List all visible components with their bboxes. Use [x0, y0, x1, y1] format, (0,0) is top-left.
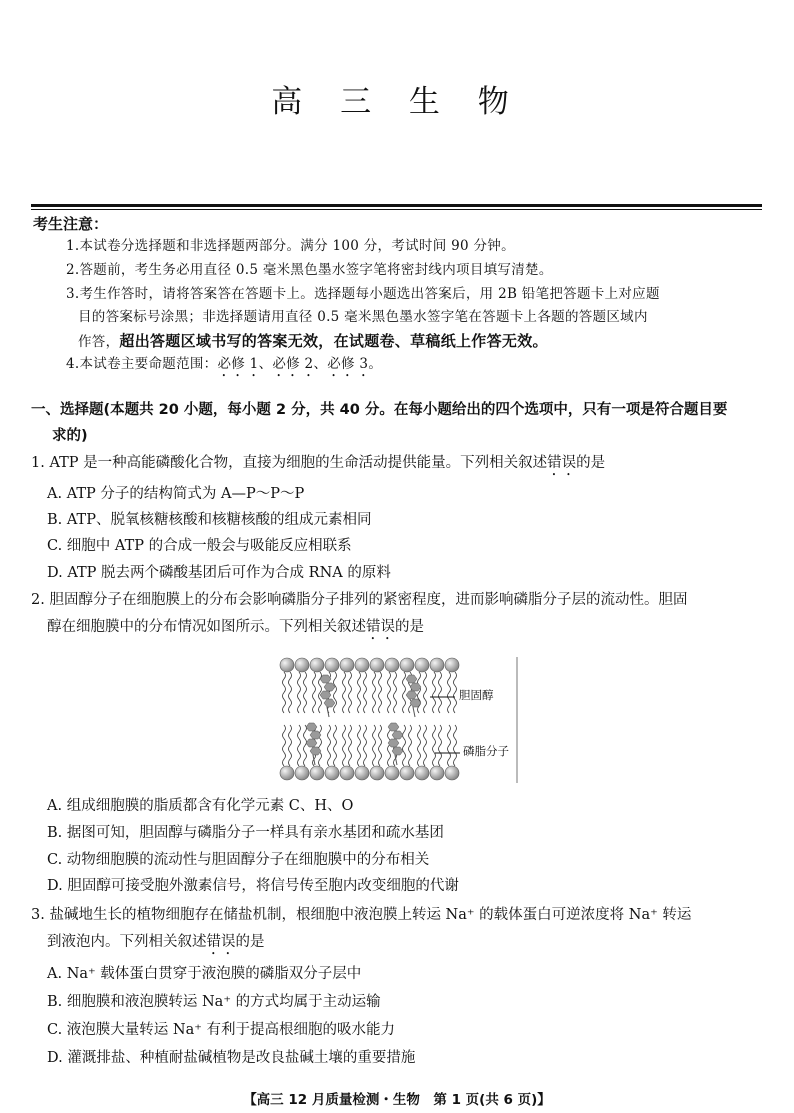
- phospholipid-tails: [283, 672, 457, 766]
- phospholipid-tail: [334, 725, 337, 766]
- phospholipid-head: [325, 766, 339, 780]
- phospholipid-head: [370, 658, 384, 672]
- phospholipid-head: [280, 658, 294, 672]
- phospholipid-head: [385, 766, 399, 780]
- question-1-option-c: C. 细胞中 ATP 的合成一般会与吸能反应相联系: [47, 538, 352, 554]
- phospholipid-tail: [439, 672, 442, 713]
- phospholipid-tail: [283, 672, 286, 713]
- notice-heading: 考生注意：: [33, 215, 109, 233]
- phospholipid-tail: [409, 725, 412, 766]
- phospholipid-tail: [298, 725, 301, 766]
- phospholipid-head: [400, 658, 414, 672]
- phospholipid-tail: [364, 725, 367, 766]
- notice-item-3-prefix: 作答，: [78, 334, 120, 350]
- phospholipid-head: [355, 658, 369, 672]
- phospholipid-tail: [358, 672, 361, 713]
- header-rule-thick: [31, 204, 762, 207]
- question-3-option-a: A. Na⁺ 载体蛋白贯穿于液泡膜的磷脂双分子层中: [47, 966, 362, 982]
- phospholipid-head: [340, 658, 354, 672]
- phospholipid-head: [340, 766, 354, 780]
- question-1-stem-emph: 错误: [547, 455, 577, 471]
- phospholipid-head: [310, 766, 324, 780]
- membrane-diagram: [275, 655, 520, 785]
- phospholipid-tail: [373, 725, 376, 766]
- phospholipid-head: [415, 658, 429, 672]
- phospholipid-tail: [364, 672, 367, 713]
- notice-item-4-emph: 必修 1、必修 2、必修 3: [217, 356, 369, 372]
- notice-item-1: 1.本试卷分选择题和非选择题两部分。满分 100 分，考试时间 90 分钟。: [66, 238, 515, 254]
- phospholipid-tail: [394, 672, 397, 713]
- phospholipid-tail: [319, 725, 322, 766]
- phospholipid-tail: [298, 672, 301, 713]
- phospholipid-tail: [424, 672, 427, 713]
- question-3-option-c: C. 液泡膜大量转运 Na⁺ 有利于提高根细胞的吸水能力: [47, 1022, 395, 1038]
- phospholipid-head: [445, 658, 459, 672]
- phospholipid-tail: [289, 725, 292, 766]
- phospholipid-tail: [433, 672, 436, 713]
- question-2-stem-suffix: 的是: [395, 619, 424, 635]
- phospholipid-tail: [283, 725, 286, 766]
- cholesterol-molecule: [306, 723, 321, 765]
- notice-item-3-cont: 目的答案标号涂黑；非选择题请用直径 0.5 毫米黑色墨水签字笔在答题卡上各题的答题区域内: [78, 309, 648, 325]
- phospholipid-tail: [343, 672, 346, 713]
- question-3-stem-prefix: 到液泡内。下列相关叙述: [47, 934, 207, 950]
- phospholipid-tail: [454, 672, 457, 713]
- question-1-stem-prefix: 1. ATP 是一种高能磷酸化合物，直接为细胞的生命活动提供能量。下列相关叙述: [31, 455, 548, 471]
- question-3-stem-line1: 3. 盐碱地生长的植物细胞存在储盐机制，根细胞中液泡膜上转运 Na⁺ 的载体蛋白可逆浓度将 Na⁺ 转运: [31, 907, 692, 923]
- question-2-stem-prefix: 醇在细胞膜中的分布情况如图所示。下列相关叙述: [47, 619, 366, 635]
- notice-item-4-suffix: 。: [368, 356, 383, 372]
- notice-item-4-prefix: 4.本试卷主要命题范围：: [66, 356, 218, 372]
- question-2-stem-line2: [47, 617, 424, 643]
- phospholipid-tail: [439, 725, 442, 766]
- phospholipid-tail: [448, 725, 451, 766]
- question-2-option-a: A. 组成细胞膜的脂质都含有化学元素 C、H、O: [47, 798, 354, 814]
- phospholipid-tail: [304, 672, 307, 713]
- phospholipid-tail: [358, 725, 361, 766]
- phospholipid-head: [280, 766, 294, 780]
- question-2-stem-emph: 错误: [366, 619, 395, 635]
- cholesterol-label: 胆固醇: [459, 688, 494, 702]
- phospholipid-tail: [373, 672, 376, 713]
- phospholipid-tail: [433, 725, 436, 766]
- phospholipid-tail: [304, 725, 307, 766]
- phospholipid-tail: [388, 672, 391, 713]
- phospholipid-head: [295, 766, 309, 780]
- question-1-option-b: B. ATP、脱氧核糖核酸和核糖核酸的组成元素相同: [47, 512, 372, 528]
- notice-item-3-cont2: [78, 331, 548, 352]
- phospholipid-tail: [328, 725, 331, 766]
- phospholipid-tail: [334, 672, 337, 713]
- phospholipid-tail: [418, 725, 421, 766]
- phospholipid-tail: [424, 725, 427, 766]
- phospholipid-head: [415, 766, 429, 780]
- top-phospholipid-heads: [280, 658, 459, 672]
- question-2-option-d: D. 胆固醇可接受胞外激素信号，将信号传至胞内改变细胞的代谢: [47, 878, 459, 894]
- phospholipid-tail: [448, 672, 451, 713]
- phospholipid-head: [370, 766, 384, 780]
- phospholipid-head: [400, 766, 414, 780]
- notice-item-3-bold: 超出答题区域书写的答案无效，在试题卷、草稿纸上作答无效。: [119, 332, 548, 350]
- question-3-option-b: B. 细胞膜和液泡膜转运 Na⁺ 的方式均属于主动运输: [47, 994, 381, 1010]
- phospholipid-tail: [343, 725, 346, 766]
- phospholipid-head: [355, 766, 369, 780]
- phospholipid-tail: [349, 725, 352, 766]
- phospholipid-head: [310, 658, 324, 672]
- notice-item-2: 2.答题前，考生务必用直径 0.5 毫米黑色墨水签字笔将密封线内项目填写清楚。: [66, 262, 553, 278]
- question-1-stem-suffix: 的是: [576, 455, 606, 471]
- phospholipid-tail: [349, 672, 352, 713]
- phospholipid-tail: [289, 672, 292, 713]
- cholesterol-molecule: [320, 675, 335, 717]
- header-rule-thin: [31, 209, 762, 210]
- phospholipid-head: [295, 658, 309, 672]
- page-title: 高 三 生 物: [271, 84, 523, 120]
- notice-item-4: [66, 354, 382, 380]
- question-2-option-b: B. 据图可知，胆固醇与磷脂分子一样具有亲水基团和疏水基团: [47, 825, 444, 841]
- bottom-phospholipid-heads: [280, 766, 459, 780]
- phospholipid-tail: [403, 725, 406, 766]
- phospholipid-head: [445, 766, 459, 780]
- page-footer: 【高三 12 月质量检测・生物 第 1 页(共 6 页)】: [243, 1092, 551, 1108]
- question-3-stem-emph: 错误: [206, 934, 236, 950]
- phospholipid-head: [325, 658, 339, 672]
- notice-item-3: 3.考生作答时，请将答案答在答题卡上。选择题每小题选出答案后，用 2B 铅笔把答题卡上对应题: [66, 286, 660, 302]
- cholesterol-molecule: [388, 723, 403, 765]
- phospholipid-tail: [313, 672, 316, 713]
- section-heading-line1: 一、选择题(本题共 20 小题，每小题 2 分，共 40 分。在每小题给出的四个选项中，只有一项是符合题目要: [31, 402, 728, 418]
- question-1-option-a: A. ATP 分子的结构简式为 A—P～P～P: [47, 486, 305, 502]
- phospholipid-label: 磷脂分子: [463, 744, 509, 758]
- question-3-stem-suffix: 的是: [235, 934, 265, 950]
- phospholipid-head: [385, 658, 399, 672]
- phospholipid-tail: [379, 672, 382, 713]
- phospholipid-head: [430, 766, 444, 780]
- section-heading-line2: 求的): [52, 428, 88, 444]
- question-1-option-d: D. ATP 脱去两个磷酸基团后可作为合成 RNA 的原料: [47, 565, 391, 581]
- membrane-figure: [275, 655, 520, 785]
- question-3-option-d: D. 灌溉排盐、种植耐盐碱植物是改良盐碱土壤的重要措施: [47, 1050, 416, 1066]
- phospholipid-tail: [454, 725, 457, 766]
- phospholipid-tail: [379, 725, 382, 766]
- question-3-stem-line2: [47, 932, 265, 958]
- question-1-stem: [31, 453, 605, 479]
- question-2-option-c: C. 动物细胞膜的流动性与胆固醇分子在细胞膜中的分布相关: [47, 852, 430, 868]
- question-2-stem-line1: 2. 胆固醇分子在细胞膜上的分布会影响磷脂分子排列的紧密程度，进而影响磷脂分子层的流动性。胆固: [31, 592, 688, 608]
- phospholipid-head: [430, 658, 444, 672]
- phospholipid-tail: [403, 672, 406, 713]
